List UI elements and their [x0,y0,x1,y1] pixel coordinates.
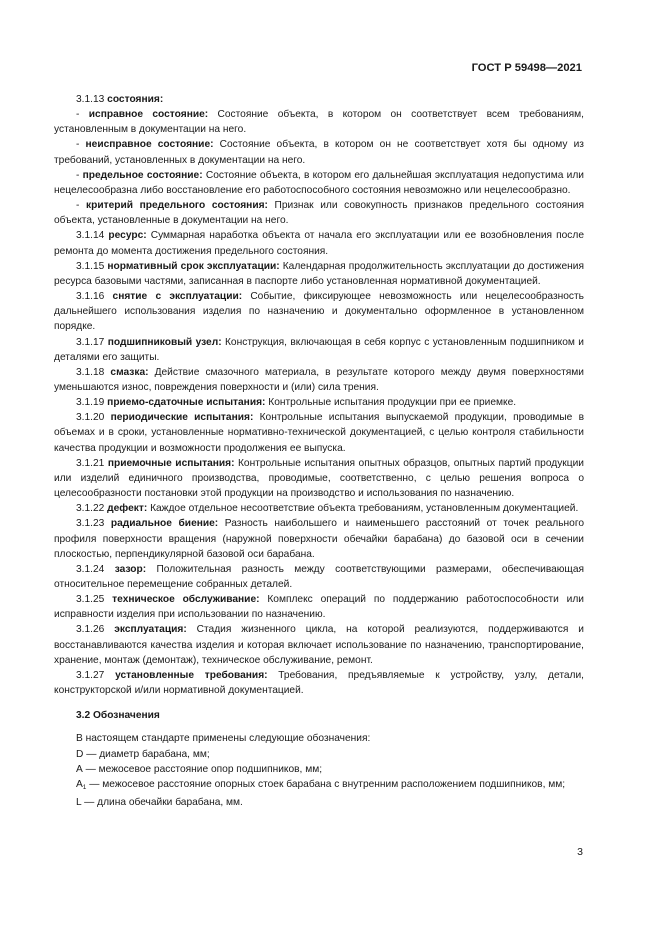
definition-number: - [76,200,80,212]
definition-number: - [76,169,80,181]
definition-term: установленные требования: [115,669,268,681]
definition-text: Состояние объекта, в котором он не соответствует хотя бы одному из требований, установленных в документации на него. [54,139,584,166]
definition-term: подшипниковый узел: [107,336,222,348]
definition-number: 3.1.20 [76,412,105,424]
definition-text: Событие, фиксирующее невозможность или нецелесообразность дальнейшего использования изделия по назначению и документально оформленное в установленном порядке. [54,291,584,333]
definition-paragraph [54,198,584,228]
definition-paragraph [54,592,584,622]
designation-text: — длина обечайки барабана, мм. [81,797,243,809]
definition-text: Разность наибольшего и наименьшего расстояний от точек реального профиля поверхности вращения (наружной поверхности обечайки барабана) до базовой оси в сечении плоскостью, перпендикулярной базовой оси барабана. [54,518,584,560]
definition-number: 3.1.13 [76,94,105,105]
definition-text: Комплекс операций по поддержанию работоспособности или исправности изделия при использовании по назначению. [54,594,585,621]
definition-text: Контрольные испытания опытных образцов, опытных партий продукции или изделий единичного производства, проводимые, соответственно, с целью решения вопроса о целесообразности постановки этой продукции на производство и использования по назначению. [54,457,584,500]
designation-item [54,795,584,810]
definition-term: приемочные испытания: [107,457,235,469]
standard-header: ГОСТ Р 59498—2021 [471,62,582,74]
definition-term: критерий предельного состояния: [86,200,268,212]
definition-term: смазка: [110,366,149,378]
definition-paragraph [54,410,584,455]
definition-term: приемо-сдаточные испытания: [107,397,266,409]
definition-number: 3.1.15 [76,260,105,272]
definition-number: 3.1.17 [76,336,105,348]
definition-text: Требования, предъявляемые к устройству, узлу, детали, конструкторской и/или нормативной документацией. [54,669,584,697]
section-title: 3.2 Обозначения [76,710,160,722]
definition-paragraph [54,668,584,698]
definition-number: 3.1.26 [76,624,105,636]
document-body [54,92,584,810]
definition-number: - [76,109,80,121]
designation-symbol: А [76,763,83,775]
definition-text: Стадия жизненного цикла, на которой реализуются, поддерживаются и восстанавливаются качества изделия и которая включает использование по назначению, транспортирование, хранение, монтаж (демонтаж), техническое обслуживание, ремонт. [54,624,584,666]
definition-number: 3.1.16 [76,291,105,303]
designation-item [54,747,584,762]
definition-paragraph [54,516,584,561]
designation-text: — межосевое расстояние опор подшипников, мм; [82,763,323,775]
definition-term: неисправное состояние: [85,139,214,151]
definition-paragraph [54,168,584,198]
definition-paragraph [54,137,584,167]
designations-list [54,747,584,811]
definition-number: 3.1.14 [76,230,105,242]
definition-text: Каждое отдельное несоответствие объекта требованиям, установленным документацией. [147,503,579,515]
definition-paragraph [54,335,584,365]
definition-number: 3.1.21 [76,457,105,469]
definition-text: Суммарная наработка объекта от начала его эксплуатации или ее возобновления после ремонта до момента достижения предельного состояния. [54,230,584,257]
designation-symbol: А [76,778,83,790]
definition-term: периодические испытания: [110,412,254,424]
definition-number: 3.1.23 [76,518,105,530]
definition-paragraph [54,456,584,501]
definition-text: Состояние объекта, в котором его дальнейшая эксплуатация недопустима или нецелесообразна либо восстановление его работоспособного состояния невозможно или нецелесообразно. [54,169,584,196]
definition-paragraph [54,107,584,137]
designation-symbol: L [76,797,82,809]
definition-number: 3.1.18 [76,366,105,378]
definition-term: радиальное биение: [110,518,219,530]
definition-number: 3.1.22 [76,503,105,515]
definition-paragraph [54,501,584,516]
definition-term: техническое обслуживание: [112,594,260,606]
definition-term: зазор: [114,563,147,575]
definition-paragraph [54,622,584,667]
definition-term: ресурс: [108,230,147,242]
designation-item [54,777,584,795]
definition-text: Календарная продолжительность эксплуатации до достижения ресурса базовыми частями, записанная в паспорте либо установленная нормативной документацией. [54,260,584,287]
definition-paragraph [54,289,584,334]
definition-number: 3.1.24 [76,563,105,575]
definition-paragraph [54,228,584,258]
definition-term: эксплуатация: [114,624,187,636]
definition-text: Признак или совокупность признаков предельного состояния объекта, установленные в документации на него. [54,200,585,227]
definition-term: дефект: [107,503,148,515]
designation-text: — межосевое расстояние опорных стоек барабана с внутренним расположением подшипников, мм; [86,778,566,790]
definition-number: 3.1.25 [76,594,105,606]
definition-paragraph [54,562,584,592]
page-number: 3 [577,846,583,858]
definition-paragraph [54,365,584,395]
designation-subscript: 1 [82,783,87,791]
designations-intro: В настоящем стандарте применены следующие обозначения: [76,733,371,745]
definition-paragraph [54,92,584,107]
definition-term: состояния: [107,94,164,105]
designation-item [54,762,584,777]
definition-text: Действие смазочного материала, в результате которого между двумя поверхностями уменьшаются износ, повреждения поверхности и (или) сила трения. [54,366,584,393]
definition-paragraph [54,259,584,289]
definition-text: Контрольные испытания выпускаемой продукции, проводимые в объемах и в сроки, установленные нормативно-технической документацией, с целью контроля стабильности качества продукции и возможности продолжения ее выпуска. [54,412,584,454]
definition-text: Контрольные испытания продукции при ее приемке. [265,397,517,409]
definition-text: Конструкция, включающая в себя корпус с установленным подшипником и деталями его защиты. [54,336,584,363]
definitions-list [54,92,584,698]
definition-number: 3.1.19 [76,397,105,409]
definition-term: снятие с эксплуатации: [112,291,243,303]
definition-term: нормативный срок эксплуатации: [107,260,280,272]
designation-text: — диаметр барабана, мм; [83,748,210,760]
definition-number: - [76,139,80,151]
definition-term: предельное состояние: [82,169,203,181]
definition-paragraph [54,395,584,410]
definition-number: 3.1.27 [76,669,105,681]
definition-text: Состояние объекта, в котором он соответствует всем требованиям, установленным в документации на него. [54,109,584,136]
definition-text: Положительная разность между соответствующими размерами, обеспечивающая относительное перемещение собранных деталей. [54,563,584,590]
designation-symbol: D [76,748,84,760]
definition-term: исправное состояние: [88,109,209,121]
